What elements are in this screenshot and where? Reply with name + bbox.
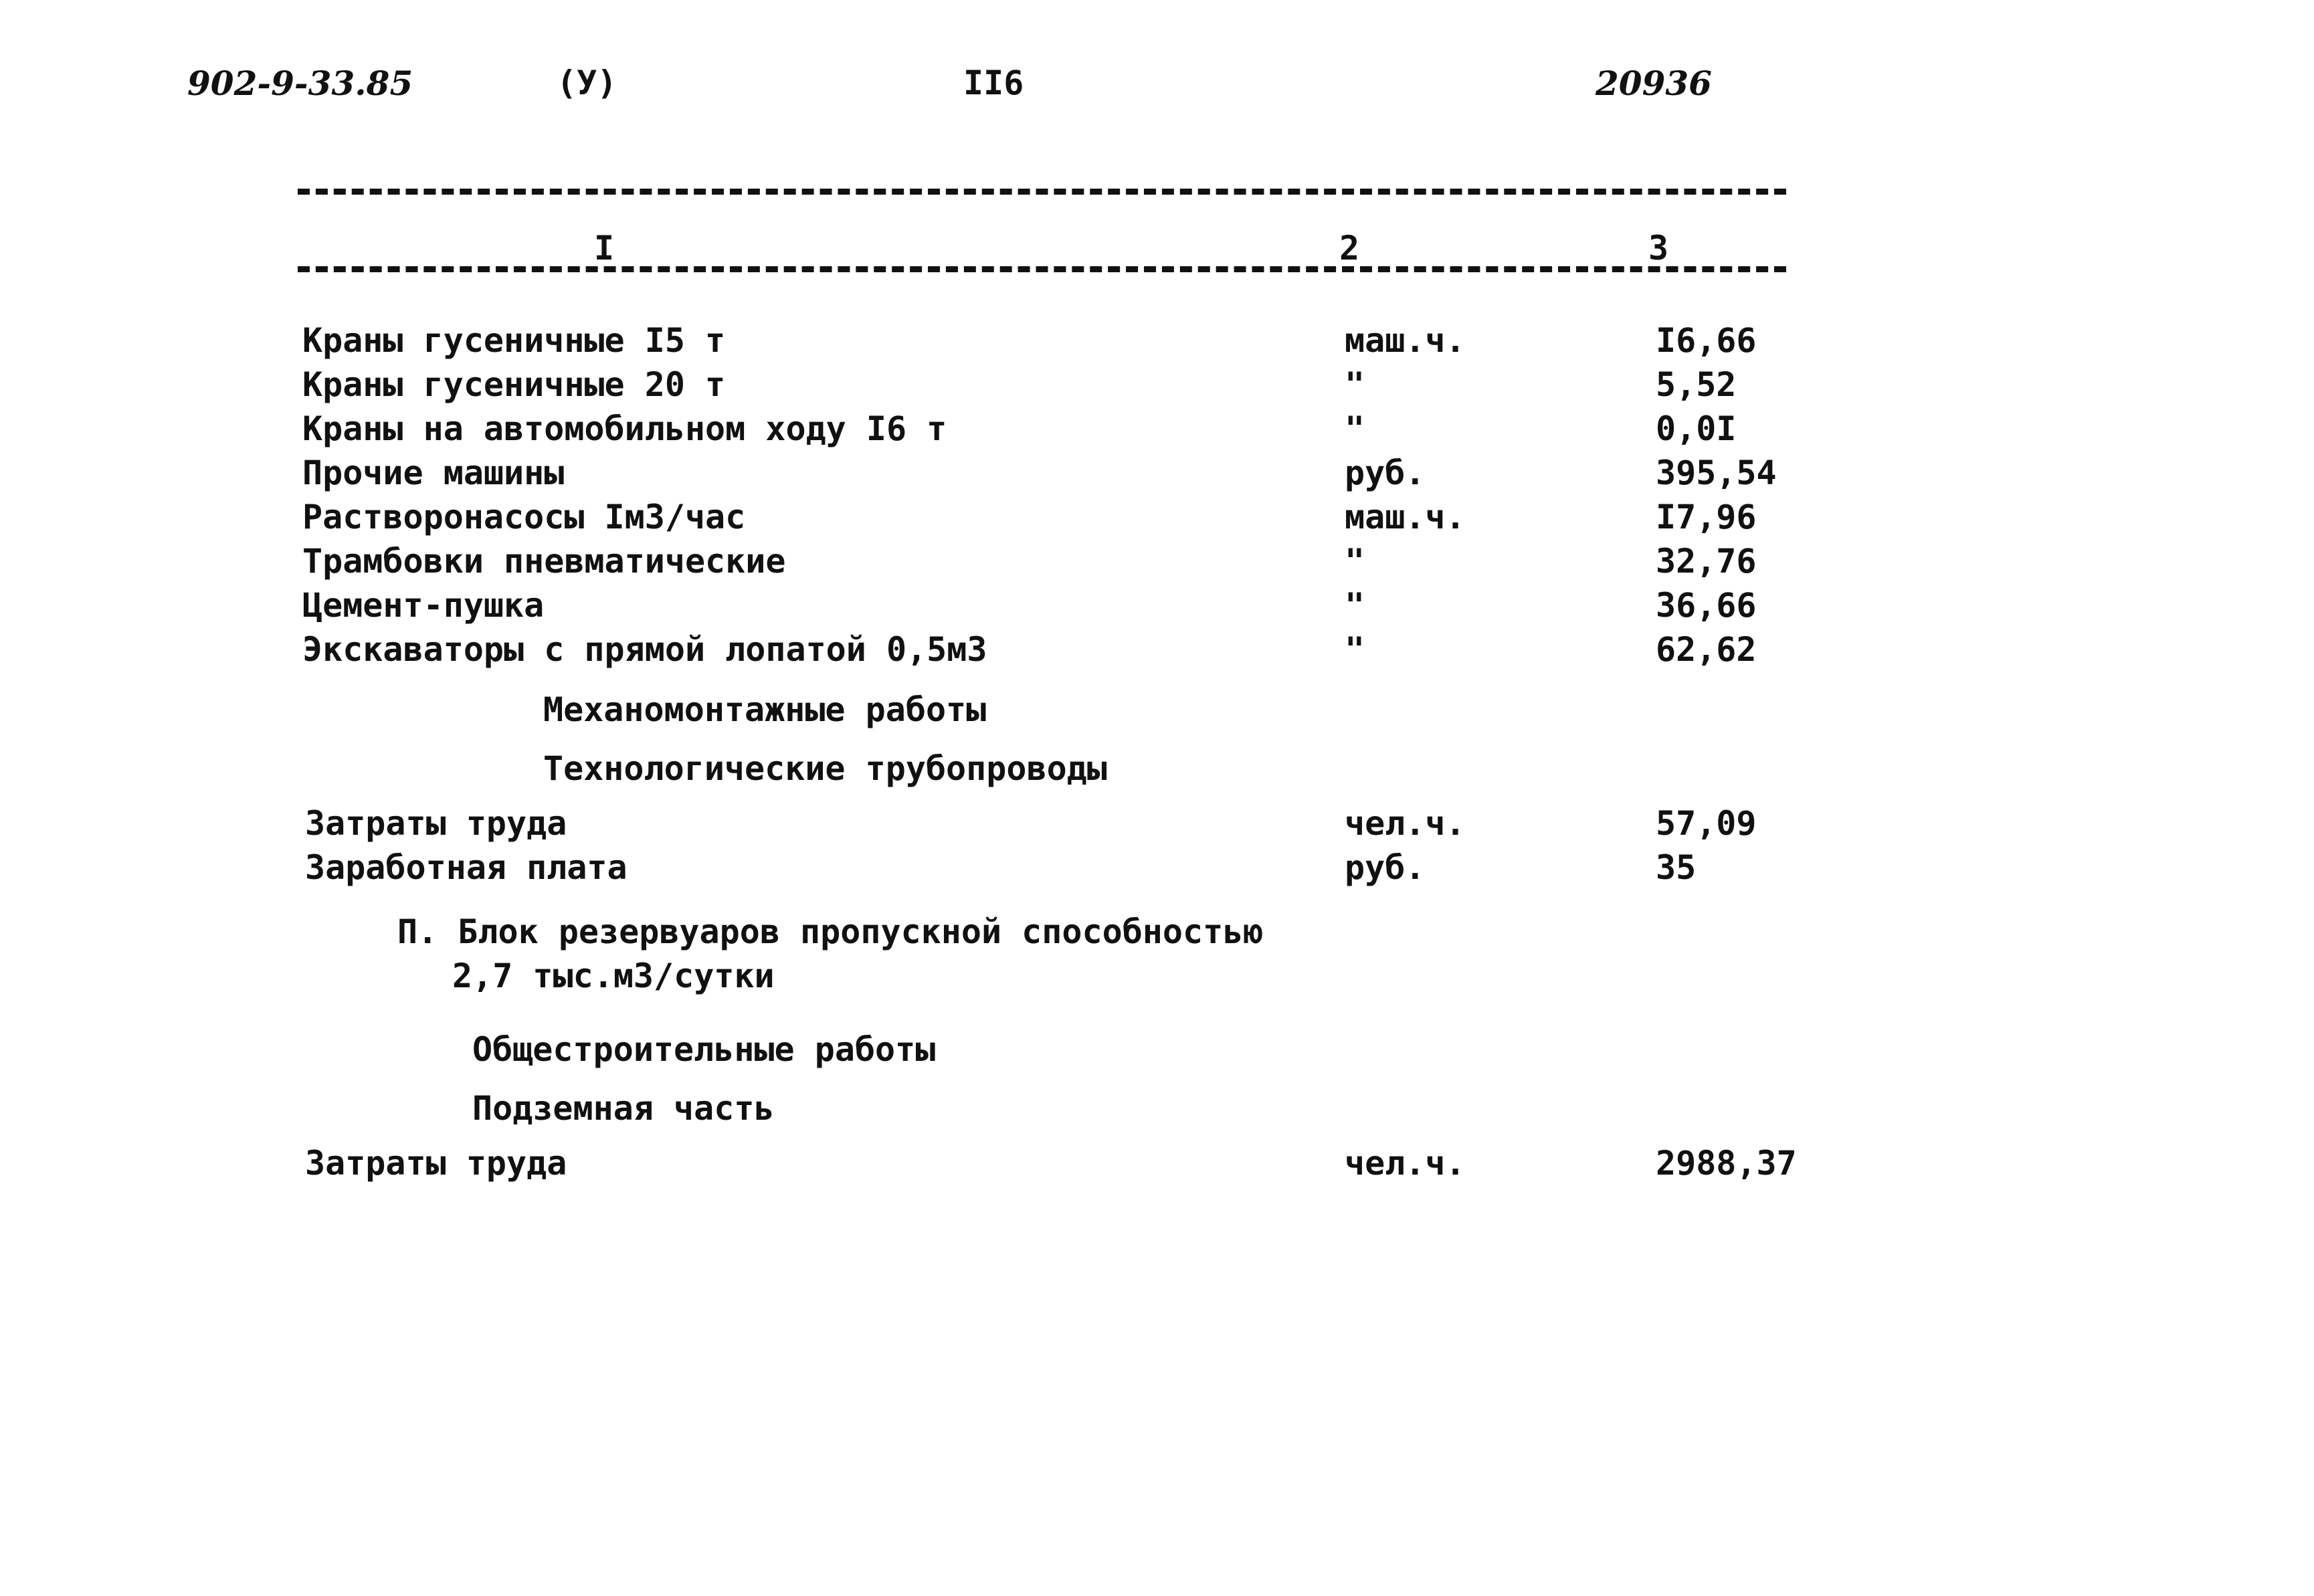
table-top-rule [298, 189, 1786, 195]
row-name: Цемент-пушка [302, 586, 545, 625]
table-row [0, 542, 2314, 586]
document-mark: (У) [557, 64, 617, 102]
table-row [0, 498, 2314, 542]
row-unit: чел.ч. [1345, 1144, 1466, 1183]
column-number-3: 3 [1648, 229, 1669, 268]
table-header-rule [298, 266, 1786, 272]
row-value: 35 [1656, 848, 1697, 887]
row-name: Затраты труда [305, 1144, 567, 1183]
row-unit: руб. [1345, 454, 1426, 492]
row-value: I6,66 [1656, 321, 1757, 360]
section-heading-general: Общестроительные работы [472, 1030, 936, 1069]
section-heading-pipelines: Технологические трубопроводы [543, 749, 1107, 788]
section-title-line-1: П. Блок резервуаров пропускной способностью [397, 912, 1264, 951]
section-title-line-2: 2,7 тыс.м3/сутки [452, 957, 775, 995]
row-name: Экскаваторы с прямой лопатой 0,5м3 [302, 630, 987, 669]
row-unit: чел.ч. [1345, 804, 1466, 843]
row-value: 2988,37 [1656, 1144, 1797, 1183]
row-name: Трамбовки пневматические [302, 542, 786, 581]
row-unit: руб. [1345, 848, 1426, 887]
row-name: Краны гусеничные I5 т [302, 321, 726, 360]
section-heading-mechanical: Механомонтажные работы [543, 690, 987, 729]
column-number-1: I [594, 229, 615, 268]
row-value: 0,0I [1656, 409, 1737, 448]
row-unit: маш.ч. [1345, 498, 1466, 536]
row-unit: маш.ч. [1345, 321, 1466, 360]
document-code: 902-9-33.85 [187, 64, 413, 103]
page-number: II6 [963, 64, 1024, 102]
row-value: 57,09 [1656, 804, 1757, 843]
table-row [0, 586, 2314, 630]
row-name: Растворонасосы Iм3/час [302, 498, 746, 536]
row-unit: " [1345, 542, 1365, 581]
table-row [0, 365, 2314, 409]
table-row [0, 804, 2314, 848]
row-value: 5,52 [1656, 365, 1737, 404]
row-name: Краны гусеничные 20 т [302, 365, 726, 404]
table-row [0, 321, 2314, 365]
row-name: Прочие машины [302, 454, 565, 492]
sheet-number: 20936 [1596, 64, 1712, 103]
table-row [0, 1144, 2314, 1188]
table-row [0, 454, 2314, 498]
row-unit: " [1345, 630, 1365, 669]
row-value: 36,66 [1656, 586, 1757, 625]
table-row [0, 630, 2314, 674]
row-name: Затраты труда [305, 804, 567, 843]
row-unit: " [1345, 409, 1365, 448]
row-value: 395,54 [1656, 454, 1777, 492]
row-value: 32,76 [1656, 542, 1757, 581]
column-number-2: 2 [1339, 229, 1360, 268]
row-name: Краны на автомобильном ходу I6 т [302, 409, 947, 448]
row-unit: " [1345, 586, 1365, 625]
row-name: Заработная плата [305, 848, 628, 887]
section-heading-underground: Подземная часть [472, 1089, 775, 1128]
row-unit: " [1345, 365, 1365, 404]
row-value: 62,62 [1656, 630, 1757, 669]
table-row [0, 848, 2314, 892]
row-value: I7,96 [1656, 498, 1757, 536]
table-row [0, 409, 2314, 454]
